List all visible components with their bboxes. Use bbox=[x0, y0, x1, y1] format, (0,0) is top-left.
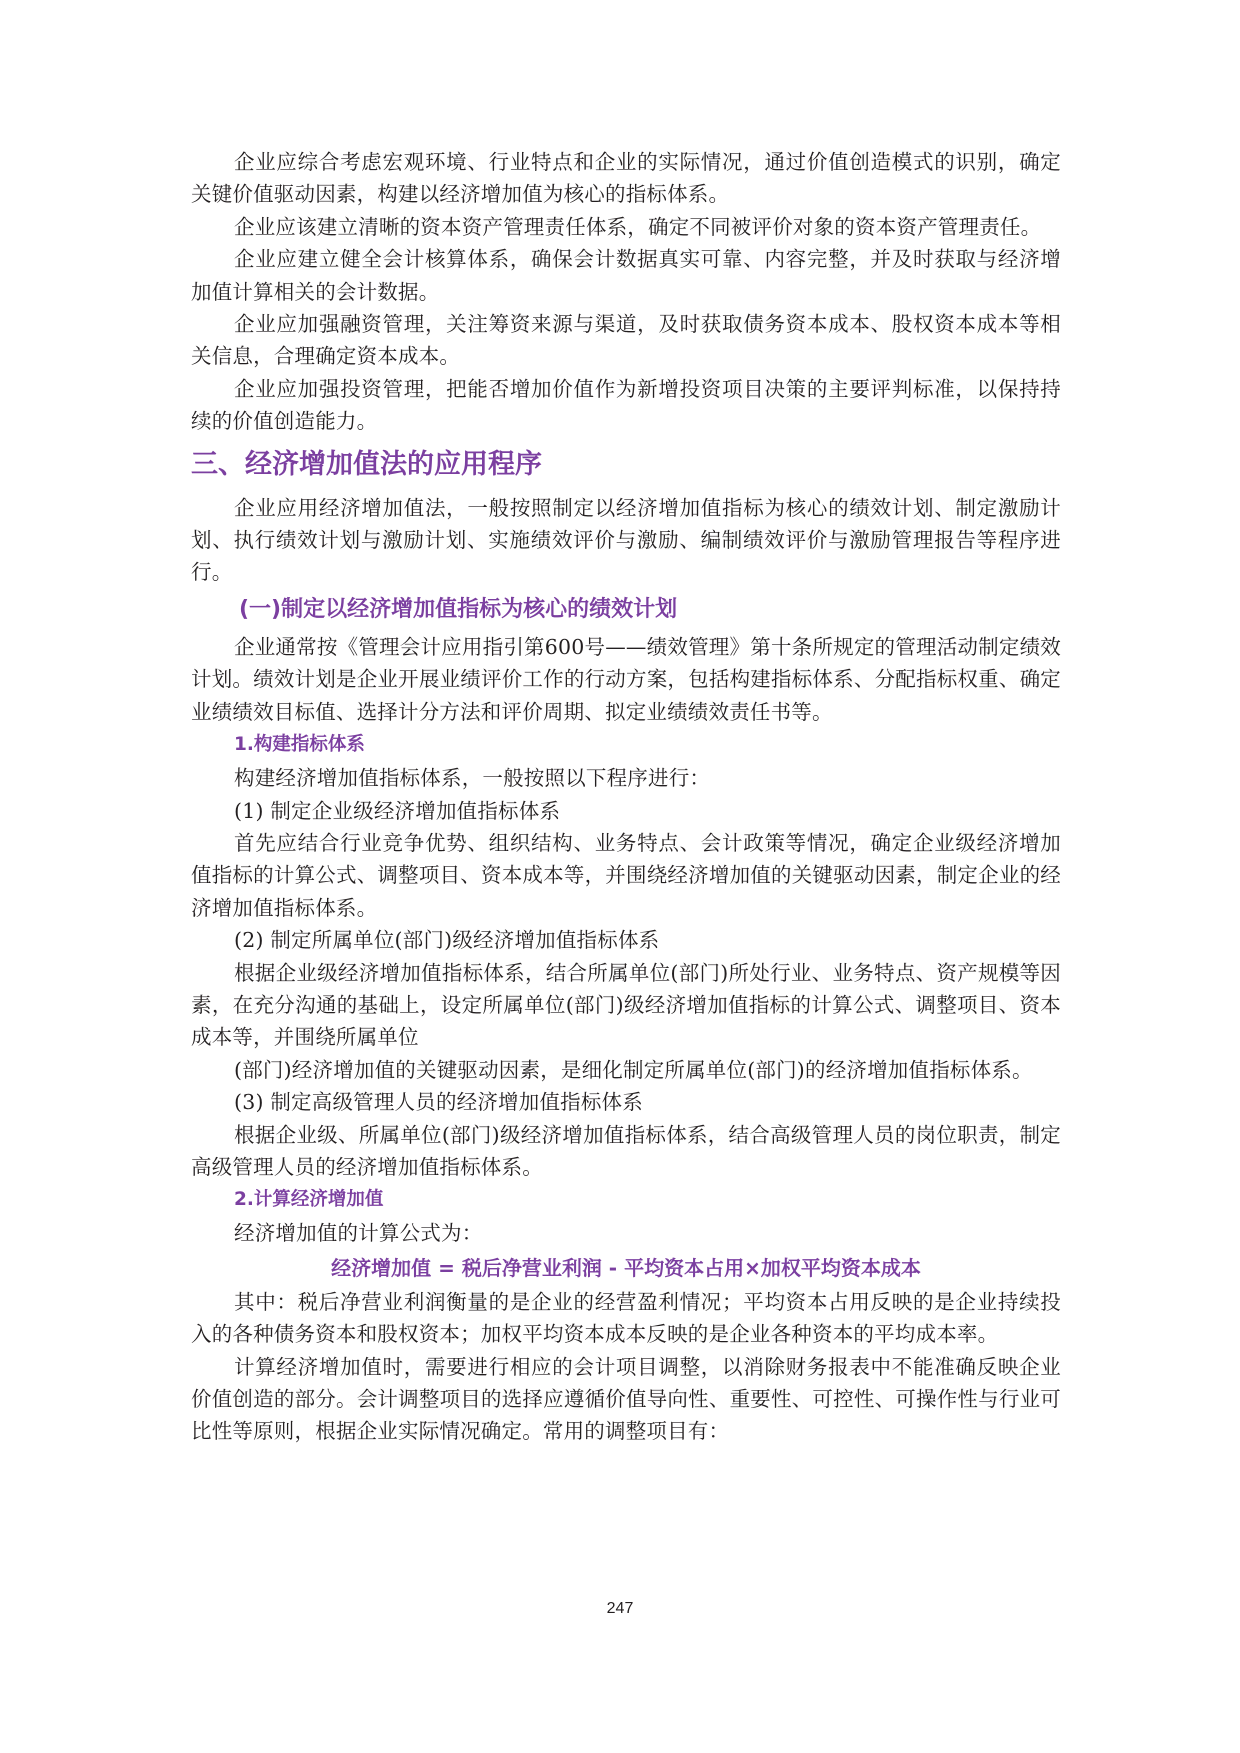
paragraph: 企业应综合考虑宏观环境、行业特点和企业的实际情况，通过价值创造模式的识别，确定关键价值驱动因素，构建以经济增加值为核心的指标体系。 bbox=[191, 150, 1061, 207]
paragraph: 企业应该建立清晰的资本资产管理责任体系，确定不同被评价对象的资本资产管理责任。 bbox=[234, 214, 1042, 239]
step-heading: 1.构建指标体系 bbox=[234, 734, 365, 756]
paragraph: 企业应建立健全会计核算体系，确保会计数据真实可靠、内容完整，并及时获取与经济增加值计算相关的会计数据。 bbox=[191, 247, 1061, 304]
paragraph: 企业应加强融资管理，关注筹资来源与渠道，及时获取债务资本成本、股权资本成本等相关信息，合理确定资本成本。 bbox=[191, 312, 1061, 369]
paragraph: 根据企业级经济增加值指标体系，结合所属单位(部门)所处行业、业务特点、资产规模等因素，在充分沟通的基础上，设定所属单位(部门)级经济增加值指标的计算公式、调整项目、资本成本等，并围绕所属单位 bbox=[191, 960, 1061, 1050]
paragraph: 计算经济增加值时，需要进行相应的会计项目调整，以消除财务报表中不能准确反映企业价值创造的部分。会计调整项目的选择应遵循价值导向性、重要性、可控性、可操作性与行业可比性等原则，根据企业实际情况确定。常用的调整项目有： bbox=[191, 1354, 1061, 1444]
paragraph: 首先应结合行业竞争优势、组织结构、业务特点、会计政策等情况，确定企业级经济增加值指标的计算公式、调整项目、资本成本等，并围绕经济增加值的关键驱动因素，制定企业的经济增加值指标体系。 bbox=[191, 830, 1061, 920]
subsection-heading: (一)制定以经济增加值指标为核心的绩效计划 bbox=[239, 596, 678, 622]
paragraph: 其中：税后净营业利润衡量的是企业的经营盈利情况；平均资本占用反映的是企业持续投入的各种债务资本和股权资本；加权平均资本成本反映的是企业各种资本的平均成本率。 bbox=[191, 1289, 1061, 1347]
paragraph: (部门)经济增加值的关键驱动因素，是细化制定所属单位(部门)的经济增加值指标体系。 bbox=[234, 1057, 1033, 1082]
list-item: (3) 制定高级管理人员的经济增加值指标体系 bbox=[234, 1090, 643, 1115]
paragraph: 企业应用经济增加值法，一般按照制定以经济增加值指标为核心的绩效计划、制定激励计划、执行绩效计划与激励计划、实施绩效评价与激励、编制绩效评价与激励管理报告等程序进行。 bbox=[191, 495, 1061, 585]
page-content bbox=[191, 146, 1061, 1448]
list-item: (1) 制定企业级经济增加值指标体系 bbox=[234, 798, 561, 823]
paragraph: 企业通常按《管理会计应用指引第600号——绩效管理》第十条所规定的管理活动制定绩效计划。绩效计划是企业开展业绩评价工作的行动方案，包括构建指标体系、分配指标权重、确定业绩绩效目标值、选择计分方法和评价周期、拟定业绩绩效责任书等。 bbox=[191, 634, 1061, 724]
paragraph: 构建经济增加值指标体系，一般按照以下程序进行： bbox=[234, 766, 711, 791]
section-heading: 三、经济增加值法的应用程序 bbox=[191, 448, 542, 480]
page-number: 247 bbox=[606, 1600, 634, 1617]
list-item: (2) 制定所属单位(部门)级经济增加值指标体系 bbox=[234, 928, 660, 953]
paragraph: 经济增加值的计算公式为： bbox=[234, 1221, 483, 1246]
step-heading: 2.计算经济增加值 bbox=[234, 1189, 384, 1211]
formula: 经济增加值 = 税后净营业利润 - 平均资本占用×加权平均资本成本 bbox=[331, 1255, 921, 1280]
paragraph: 根据企业级、所属单位(部门)级经济增加值指标体系，结合高级管理人员的岗位职责，制定高级管理人员的经济增加值指标体系。 bbox=[191, 1122, 1061, 1179]
paragraph: 企业应加强投资管理，把能否增加价值作为新增投资项目决策的主要评判标准，以保持持续的价值创造能力。 bbox=[191, 376, 1061, 434]
